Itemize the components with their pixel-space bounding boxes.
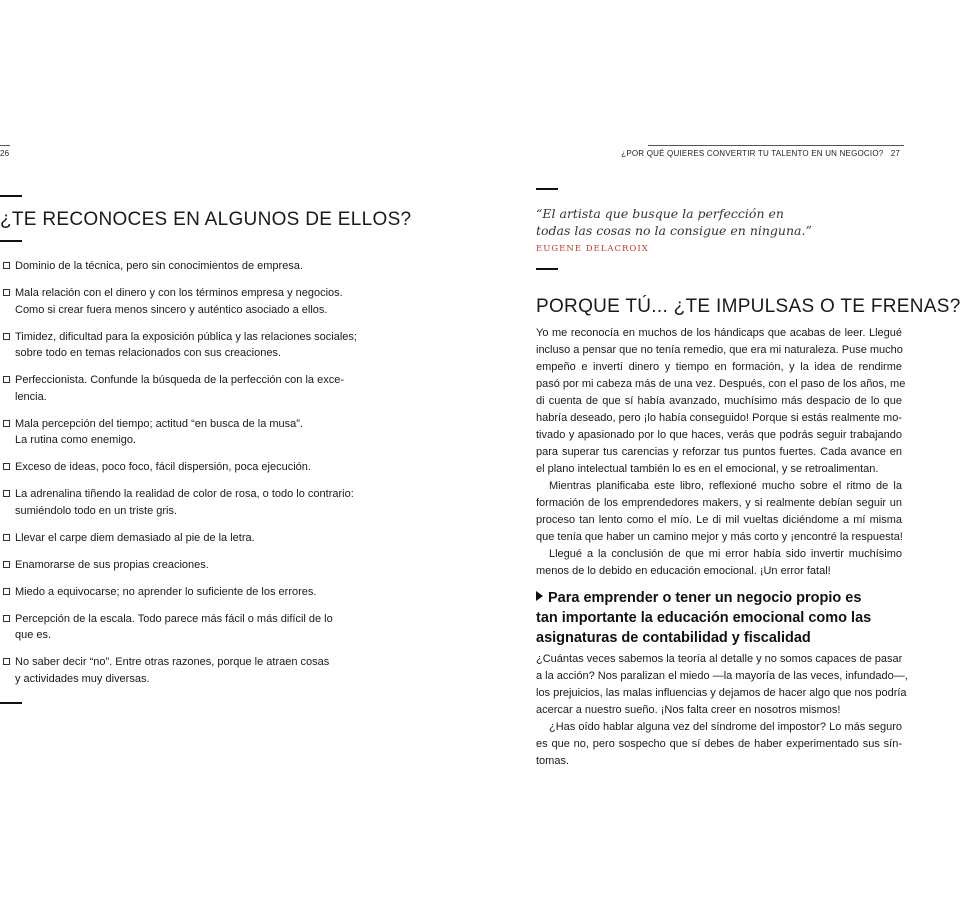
paragraph-line: Llegué a la conclusión de que mi error había sido invertir muchísimo bbox=[549, 548, 902, 560]
quote-line: todas las cosas no la consigue en ninguna.” bbox=[536, 223, 812, 238]
checklist-item bbox=[0, 654, 380, 687]
checklist-item-line: No saber decir “no”. Entre otras razones, porque le atraen cosas bbox=[15, 656, 330, 668]
paragraph-line: tivado y apasionado por lo que haces, verás que podrás seguir trabajando bbox=[536, 429, 902, 441]
paragraph-line: proceso tan lento como el mío. Le di mil vueltas diciéndome a mí misma bbox=[536, 514, 902, 526]
checklist-item-line: sumiéndolo todo en un triste gris. bbox=[15, 504, 178, 517]
checklist-item bbox=[0, 329, 380, 362]
paragraph bbox=[536, 325, 906, 478]
checklist-item-line: Perfeccionista. Confunde la búsqueda de la perfección con la exce- bbox=[15, 374, 344, 386]
quote-rule-top bbox=[536, 188, 558, 190]
body-text-section-2 bbox=[536, 651, 908, 770]
checklist-item bbox=[0, 372, 380, 405]
checklist-item-line: Como si crear fuera menos sincero y auténtico asociado a ellos. bbox=[15, 303, 328, 316]
paragraph-line: formación de los emprendedores makers, y si realmente debían seguir un bbox=[536, 497, 902, 509]
checklist-item-line: La rutina como enemigo. bbox=[15, 434, 137, 446]
checklist-item bbox=[0, 557, 380, 574]
paragraph bbox=[536, 478, 902, 546]
paragraph-line: a la acción? Nos paralizan el miedo —la mayoría de las veces, infundado—, bbox=[536, 670, 908, 682]
paragraph bbox=[536, 719, 902, 770]
paragraph-line: tomas. bbox=[536, 755, 570, 767]
subheading-line: asignaturas de contabilidad y fiscalidad bbox=[536, 630, 811, 646]
checklist-item bbox=[0, 258, 380, 275]
right-heading: PORQUE TÚ... ¿TE IMPULSAS O TE FRENAS? bbox=[536, 296, 961, 317]
left-page-number: 26 bbox=[0, 149, 10, 158]
left-heading-rule-bottom bbox=[0, 240, 22, 242]
paragraph-line: ¿Has oído hablar alguna vez del síndrome del impostor? Lo más seguro bbox=[549, 721, 902, 733]
checkbox-square-icon bbox=[3, 561, 10, 568]
paragraph-line: para superar tus carencias y reforzar tus puntos fuertes. Cada avance en bbox=[536, 446, 902, 458]
paragraph-line: habría deseado, pero ¡lo había conseguido! Porque si estás realmente mo- bbox=[536, 412, 902, 424]
paragraph-line: los prejuicios, las malas influencias y dejamos de hacer algo que nos podría bbox=[536, 687, 907, 699]
quote-line: “El artista que busque la perfección en bbox=[536, 206, 784, 221]
left-heading: ¿TE RECONOCES EN ALGUNOS DE ELLOS? bbox=[0, 209, 412, 230]
checklist-item-line: La adrenalina tiñendo la realidad de color de rosa, o todo lo contrario: bbox=[15, 488, 354, 500]
checklist-item bbox=[0, 486, 380, 519]
paragraph-line: di cuenta de que sí había avanzado, muchísimo más despacio de lo que bbox=[536, 395, 902, 407]
checkbox-square-icon bbox=[3, 333, 10, 340]
paragraph-line: pasó por mi cabeza más de una vez. Después, con el paso de los años, me bbox=[536, 378, 906, 390]
right-header-rule bbox=[648, 145, 904, 146]
paragraph-line: Mientras planificaba este libro, reflexioné mucho sobre el ritmo de la bbox=[549, 480, 902, 492]
paragraph-line: incluso a pensar que no tenía remedio, que era mi naturaleza. Puse mucho bbox=[536, 344, 903, 356]
checklist-item bbox=[0, 584, 380, 601]
right-page-number: 27 bbox=[890, 149, 900, 158]
checklist bbox=[0, 258, 380, 698]
checkbox-square-icon bbox=[3, 376, 10, 383]
paragraph-line: Yo me reconocía en muchos de los hándicaps que acabas de leer. Llegué bbox=[536, 327, 902, 339]
paragraph-line: ¿Cuántas veces sabemos la teoría al detalle y no somos capaces de pasar bbox=[536, 653, 903, 665]
checklist-item-line: sobre todo en temas relacionados con sus creaciones. bbox=[15, 347, 281, 359]
subheading-line: tan importante la educación emocional como las bbox=[536, 610, 872, 626]
quote-rule-bottom bbox=[536, 268, 558, 270]
checklist-item-line: Mala percepción del tiempo; actitud “en busca de la musa”. bbox=[15, 417, 303, 430]
running-head bbox=[621, 149, 900, 158]
checkbox-square-icon bbox=[3, 420, 10, 427]
checkbox-square-icon bbox=[3, 490, 10, 497]
checklist-item-line: Percepción de la escala. Todo parece más fácil o más difícil de lo bbox=[15, 612, 333, 625]
checklist-item-line: Exceso de ideas, poco foco, fácil dispersión, poca ejecución. bbox=[15, 461, 311, 473]
checkbox-square-icon bbox=[3, 534, 10, 541]
paragraph-line: es que no, pero sospecho que sí debes de haber experimentado sus sín- bbox=[536, 738, 902, 750]
running-head-title: ¿POR QUÉ QUIERES CONVERTIR TU TALENTO EN UN NEGOCIO? bbox=[621, 149, 884, 158]
left-heading-rule-top bbox=[0, 195, 22, 197]
checklist-item bbox=[0, 459, 380, 476]
checklist-item bbox=[0, 285, 380, 318]
triangle-bullet-icon bbox=[536, 591, 543, 601]
subheading-line bbox=[536, 588, 902, 608]
paragraph bbox=[536, 546, 902, 580]
paragraph-line: menos de lo debido en educación emocional. ¡Un error fatal! bbox=[536, 565, 831, 577]
checklist-item-line: Llevar el carpe diem demasiado al pie de la letra. bbox=[15, 531, 255, 544]
checklist-item-line: lencia. bbox=[15, 390, 47, 403]
checklist-item-line: Dominio de la técnica, pero sin conocimientos de empresa. bbox=[15, 260, 303, 272]
checkbox-square-icon bbox=[3, 289, 10, 296]
left-end-rule bbox=[0, 702, 22, 704]
checkbox-square-icon bbox=[3, 588, 10, 595]
checklist-item-line: Timidez, dificultad para la exposición pública y las relaciones sociales; bbox=[15, 330, 357, 343]
subheading bbox=[536, 588, 902, 648]
checklist-item-line: que es. bbox=[15, 629, 52, 641]
checkbox-square-icon bbox=[3, 615, 10, 622]
quote-author: EUGENE DELACROIX bbox=[536, 244, 649, 254]
checklist-item-line: y actividades muy diversas. bbox=[15, 672, 150, 685]
left-header-rule bbox=[0, 145, 10, 146]
epigraph-quote bbox=[536, 205, 812, 239]
subheading-text: Para emprender o tener un negocio propio es bbox=[548, 590, 862, 606]
checklist-item-line: Mala relación con el dinero y con los términos empresa y negocios. bbox=[15, 287, 343, 299]
checklist-item bbox=[0, 416, 380, 449]
checkbox-square-icon bbox=[3, 463, 10, 470]
paragraph-line: empeño e invertí dinero y tiempo en formación, y la idea de rendirme bbox=[536, 361, 902, 373]
checkbox-square-icon bbox=[3, 262, 10, 269]
checklist-item-line: Enamorarse de sus propias creaciones. bbox=[15, 558, 209, 571]
checklist-item bbox=[0, 611, 380, 644]
paragraph-line: el plano intelectual también lo es en el emocional, y se retroalimentan. bbox=[536, 463, 879, 475]
paragraph-line: acercar a nuestro sueño. ¡Nos falta creer en nosotros mismos! bbox=[536, 704, 841, 716]
paragraph-line: que tenía que haber un camino mejor y más corto y ¡encontré la respuesta! bbox=[536, 531, 903, 543]
body-text-section-1 bbox=[536, 325, 906, 580]
checkbox-square-icon bbox=[3, 658, 10, 665]
checklist-item-line: Miedo a equivocarse; no aprender lo suficiente de los errores. bbox=[15, 585, 317, 598]
paragraph bbox=[536, 651, 908, 719]
checklist-item bbox=[0, 530, 380, 547]
